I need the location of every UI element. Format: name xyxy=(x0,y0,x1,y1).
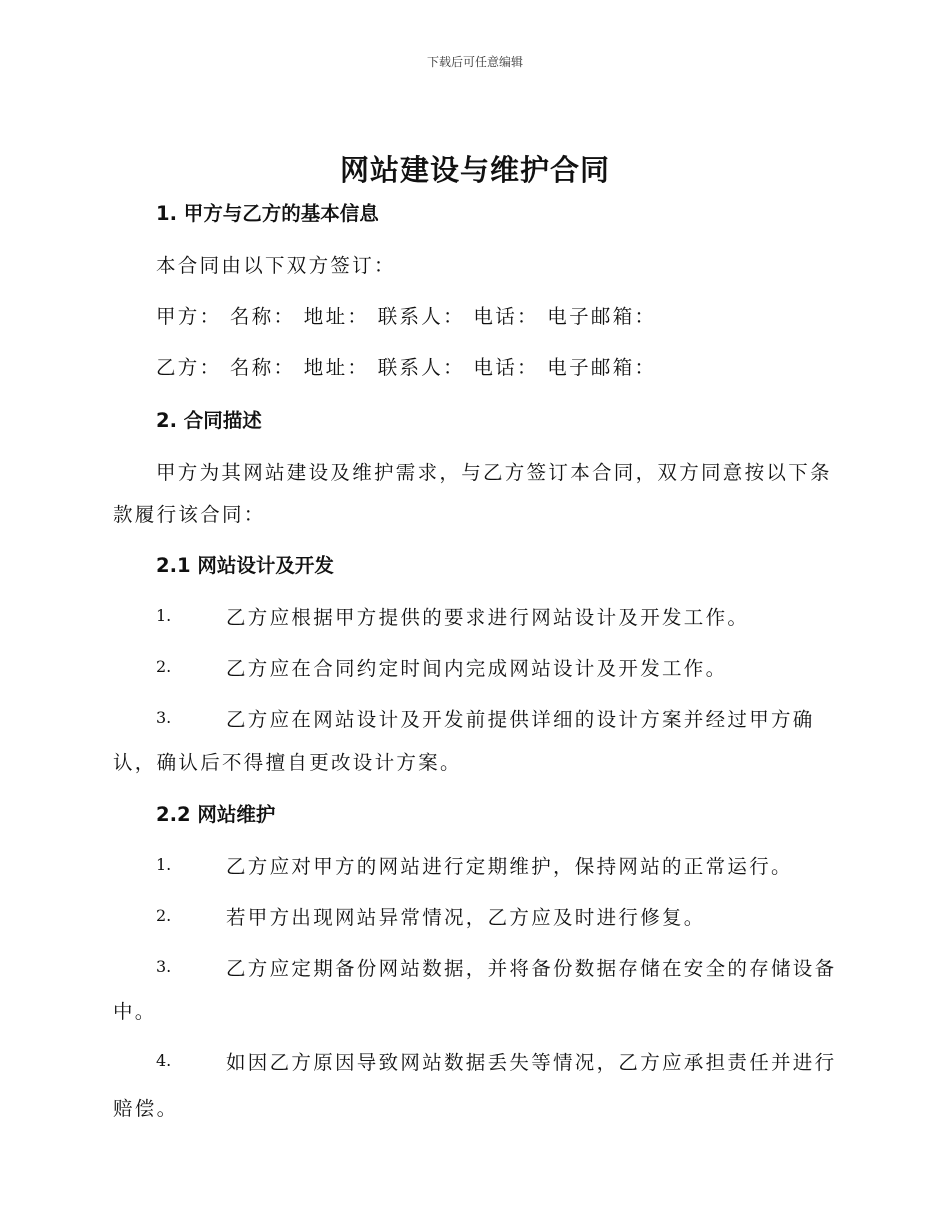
description-line-1: 甲方为其网站建设及维护需求，与乙方签订本合同，双方同意按以下条 xyxy=(156,461,832,484)
list-number: 4. xyxy=(156,1051,172,1070)
list-item-continuation: 认，确认后不得擅自更改设计方案。 xyxy=(113,751,462,774)
list-number: 2. xyxy=(156,657,172,676)
list-number: 2. xyxy=(156,906,172,925)
list-item-text: 如因乙方原因导致网站数据丢失等情况，乙方应承担责任并进行 xyxy=(226,1051,837,1074)
document-title: 网站建设与维护合同 xyxy=(339,153,610,187)
list-item-text: 乙方应在合同约定时间内完成网站设计及开发工作。 xyxy=(226,657,728,680)
subsection-heading-2-2: 2.2 网站维护 xyxy=(156,803,276,826)
list-item-text: 乙方应在网站设计及开发前提供详细的设计方案并经过甲方确 xyxy=(226,708,815,731)
party-a-line: 甲方： 名称： 地址： 联系人： 电话： 电子邮箱： xyxy=(156,305,657,328)
subsection-heading-2-1: 2.1 网站设计及开发 xyxy=(156,554,334,577)
list-item-text: 乙方应定期备份网站数据，并将备份数据存储在安全的存储设备 xyxy=(226,957,837,980)
party-b-line: 乙方： 名称： 地址： 联系人： 电话： 电子邮箱： xyxy=(156,356,657,379)
page-header: 下载后可任意编辑 xyxy=(426,55,523,69)
intro-text: 本合同由以下双方签订： xyxy=(156,254,396,277)
list-item-text: 若甲方出现网站异常情况，乙方应及时进行修复。 xyxy=(226,906,706,929)
list-number: 3. xyxy=(156,708,172,727)
list-item-text: 乙方应对甲方的网站进行定期维护，保持网站的正常运行。 xyxy=(226,855,793,878)
list-number: 1. xyxy=(156,855,172,874)
list-number: 1. xyxy=(156,606,172,625)
description-line-2: 款履行该合同： xyxy=(113,503,266,526)
section-heading-1: 1. 甲方与乙方的基本信息 xyxy=(156,202,379,225)
section-heading-2: 2. 合同描述 xyxy=(156,409,262,432)
list-item-continuation: 赔偿。 xyxy=(113,1097,179,1120)
list-item-text: 乙方应根据甲方提供的要求进行网站设计及开发工作。 xyxy=(226,606,750,629)
list-number: 3. xyxy=(156,957,172,976)
list-item-continuation: 中。 xyxy=(113,1000,157,1023)
